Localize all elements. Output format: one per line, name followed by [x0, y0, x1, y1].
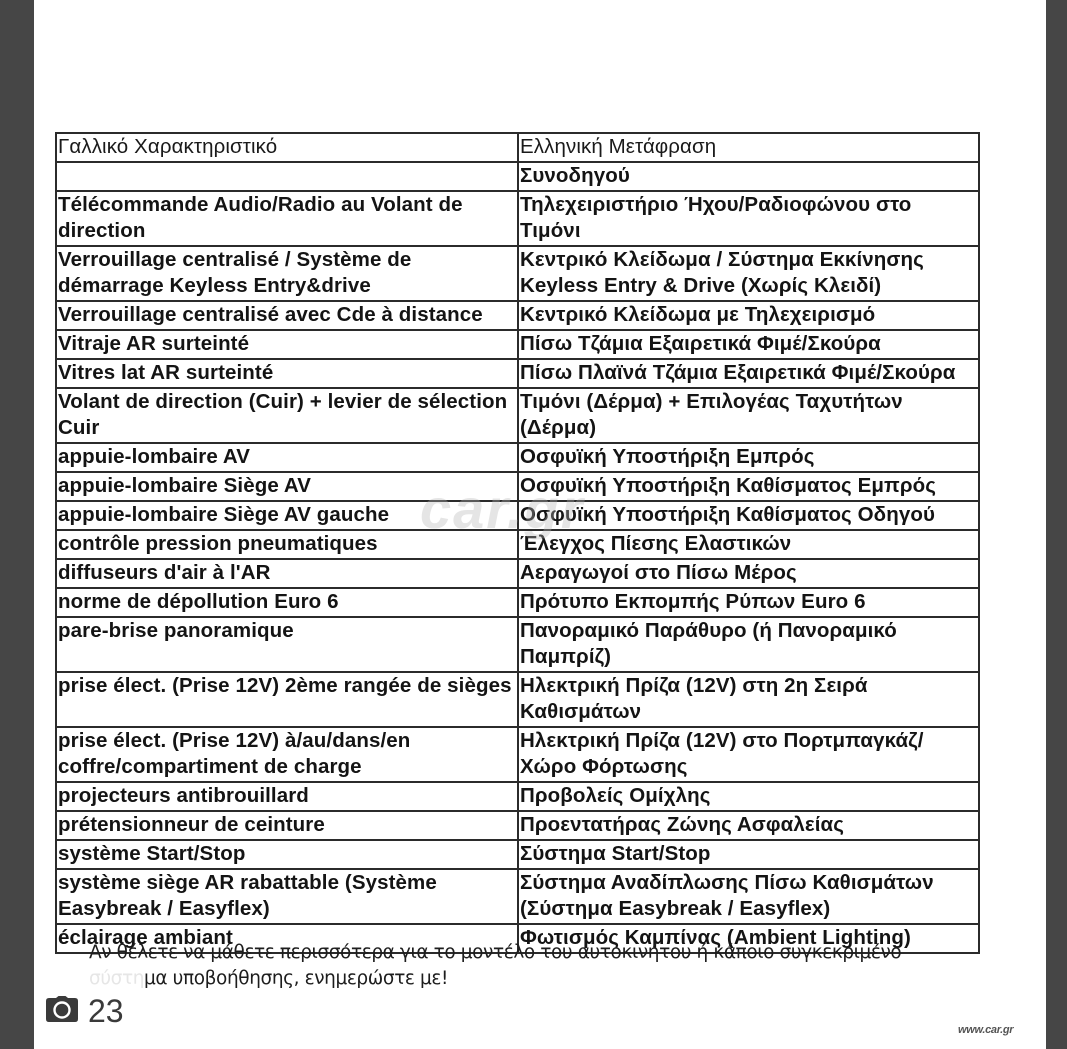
french-feature-cell: prétensionneur de ceinture — [56, 811, 518, 840]
table-row — [56, 559, 979, 588]
table-row — [56, 246, 979, 301]
table-row — [56, 301, 979, 330]
footer-note-line-1: Αν θέλετε να μάθετε περισσότερα για το μοντέλο του αυτοκινήτου ή κάποιο συγκεκριμένο — [89, 942, 902, 963]
french-feature-cell: Volant de direction (Cuir) + levier de sélection Cuir — [56, 388, 518, 443]
french-feature-cell: Verrouillage centralisé avec Cde à distance — [56, 301, 518, 330]
greek-translation-cell: Οσφυϊκή Υποστήριξη Καθίσματος Εμπρός — [518, 472, 979, 501]
greek-translation-cell: Τηλεχειριστήριο Ήχου/Ραδιοφώνου στο Τιμόνι — [518, 191, 979, 246]
french-feature-cell: appuie-lombaire AV — [56, 443, 518, 472]
footer-note — [89, 940, 989, 992]
camera-icon — [46, 996, 78, 1027]
table-row — [56, 530, 979, 559]
left-dark-margin — [0, 0, 34, 1049]
greek-translation-cell: Ηλεκτρική Πρίζα (12V) στο Πορτμπαγκάζ/Χώρο Φόρτωσης — [518, 727, 979, 782]
greek-translation-cell: Σύστημα Start/Stop — [518, 840, 979, 869]
greek-translation-cell: Έλεγχος Πίεσης Ελαστικών — [518, 530, 979, 559]
greek-translation-cell: Οσφυϊκή Υποστήριξη Εμπρός — [518, 443, 979, 472]
greek-translation-cell: Συνοδηγού — [518, 162, 979, 191]
french-feature-cell: Télécommande Audio/Radio au Volant de direction — [56, 191, 518, 246]
french-feature-cell: système Start/Stop — [56, 840, 518, 869]
greek-translation-cell: Αεραγωγοί στο Πίσω Μέρος — [518, 559, 979, 588]
french-feature-cell: Verrouillage centralisé / Système de démarrage Keyless Entry&drive — [56, 246, 518, 301]
footer-note-line-2-text: μα υποβοήθησης, ενημερώστε με! — [144, 968, 448, 989]
french-feature-cell: système siège AR rabattable (Système Easybreak / Easyflex) — [56, 869, 518, 924]
greek-translation-cell: Σύστημα Αναδίπλωσης Πίσω Καθισμάτων (Σύστημα Easybreak / Easyflex) — [518, 869, 979, 924]
greek-translation-cell: Οσφυϊκή Υποστήριξη Καθίσματος Οδηγού — [518, 501, 979, 530]
french-feature-cell: contrôle pression pneumatiques — [56, 530, 518, 559]
greek-translation-cell: Πανοραμικό Παράθυρο (ή Πανοραμικό Παμπρίζ) — [518, 617, 979, 672]
table-row — [56, 811, 979, 840]
french-feature-cell: éclairage ambiant — [56, 924, 518, 953]
french-feature-cell: Vitraje AR surteinté — [56, 330, 518, 359]
greek-translation-cell: Κεντρικό Κλείδωμα με Τηλεχειρισμό — [518, 301, 979, 330]
greek-translation-cell: Πρότυπο Εκπομπής Ρύπων Euro 6 — [518, 588, 979, 617]
table-row — [56, 672, 979, 727]
french-feature-cell: pare-brise panoramique — [56, 617, 518, 672]
header-french-feature: Γαλλικό Χαρακτηριστικό — [56, 133, 518, 162]
table-row — [56, 443, 979, 472]
french-feature-cell: diffuseurs d'air à l'AR — [56, 559, 518, 588]
table-row — [56, 191, 979, 246]
greek-translation-cell: Προβολείς Ομίχλης — [518, 782, 979, 811]
table-row — [56, 617, 979, 672]
features-translation-table — [55, 132, 980, 954]
greek-translation-cell: Κεντρικό Κλείδωμα / Σύστημα Εκκίνησης Keyless Entry & Drive (Χωρίς Κλειδί) — [518, 246, 979, 301]
french-feature-cell: norme de dépollution Euro 6 — [56, 588, 518, 617]
table-row — [56, 501, 979, 530]
table-header-row — [56, 133, 979, 162]
french-feature-cell: projecteurs antibrouillard — [56, 782, 518, 811]
table-row — [56, 330, 979, 359]
table-row — [56, 782, 979, 811]
french-feature-cell — [56, 162, 518, 191]
photo-count-value: 23 — [88, 993, 124, 1029]
greek-translation-cell: Πίσω Τζάμια Εξαιρετικά Φιμέ/Σκούρα — [518, 330, 979, 359]
footer-note-faded-text: σύστη — [89, 968, 145, 989]
french-feature-cell: prise élect. (Prise 12V) à/au/dans/en coffre/compartiment de charge — [56, 727, 518, 782]
greek-translation-cell: Προεντατήρας Ζώνης Ασφαλείας — [518, 811, 979, 840]
french-feature-cell: Vitres lat AR surteinté — [56, 359, 518, 388]
right-dark-margin — [1046, 0, 1067, 1049]
french-feature-cell: appuie-lombaire Siège AV gauche — [56, 501, 518, 530]
greek-translation-cell: Φωτισμός Καμπίνας (Ambient Lighting) — [518, 924, 979, 953]
french-feature-cell: appuie-lombaire Siège AV — [56, 472, 518, 501]
watermark-logo: car.gr — [420, 477, 585, 540]
photo-counter[interactable] — [46, 993, 124, 1030]
greek-translation-cell: Πίσω Πλαϊνά Τζάμια Εξαιρετικά Φιμέ/Σκούρα — [518, 359, 979, 388]
table-row — [56, 162, 979, 191]
french-feature-cell: prise élect. (Prise 12V) 2ème rangée de sièges — [56, 672, 518, 727]
footer-note-line-2 — [89, 966, 989, 992]
site-watermark-text: www.car.gr — [958, 1024, 1014, 1036]
table-row — [56, 588, 979, 617]
table-row — [56, 869, 979, 924]
table-row — [56, 472, 979, 501]
table-row — [56, 388, 979, 443]
header-greek-translation: Ελληνική Μετάφραση — [518, 133, 979, 162]
greek-translation-cell: Ηλεκτρική Πρίζα (12V) στη 2η Σειρά Καθισμάτων — [518, 672, 979, 727]
table-row — [56, 359, 979, 388]
table-row — [56, 727, 979, 782]
table-row — [56, 840, 979, 869]
greek-translation-cell: Τιμόνι (Δέρμα) + Επιλογέας Ταχυτήτων (Δέρμα) — [518, 388, 979, 443]
